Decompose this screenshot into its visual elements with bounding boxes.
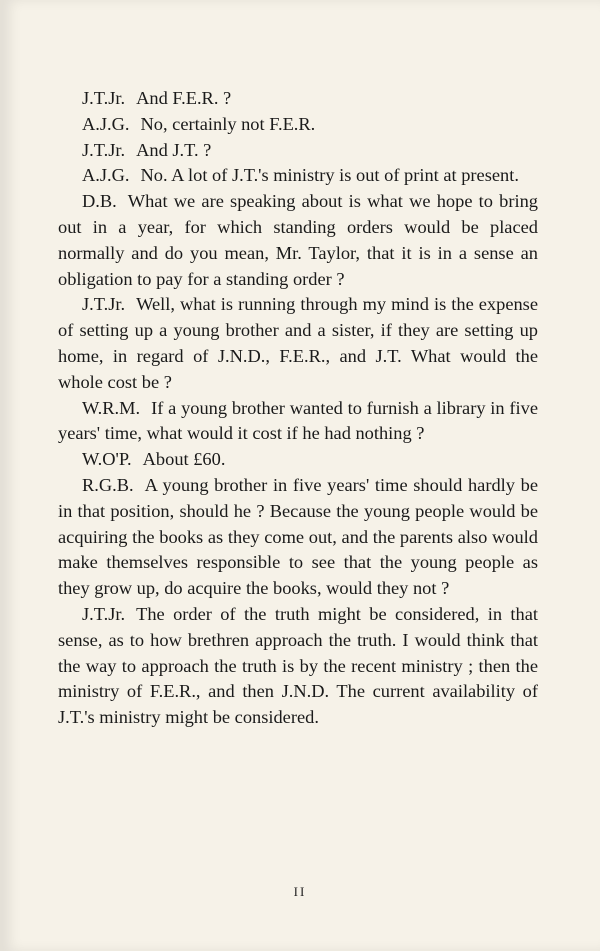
dialogue-paragraph [58, 473, 538, 602]
speaker-initials: R.G.B. [82, 474, 134, 495]
utterance: No. A lot of J.T.'s ministry is out of print at present. [140, 165, 519, 186]
speaker-initials: J.T.Jr. [82, 603, 126, 624]
speaker-initials: W.O'P. [82, 449, 132, 470]
utterance: And J.T. ? [136, 139, 212, 160]
speaker-initials: W.R.M. [82, 397, 141, 418]
dialogue-paragraph [58, 292, 538, 395]
speaker-initials: J.T.Jr. [82, 139, 126, 160]
utterance: And F.E.R. ? [136, 88, 232, 108]
utterance: A young brother in five years' time should hardly be in that position, should he ? Because the young people would be acquiring the books as they come out, and the parents also would make themselves responsible to see that the young people as they grow up, do acquire the books, would they not ? [58, 474, 538, 599]
dialogue-paragraph [58, 602, 538, 731]
utterance: What we are speaking about is what we hope to bring out in a year, for which standing orders would be placed normally and do you mean, Mr. Taylor, that it is in a sense an obligation to pay for a standing order ? [58, 191, 538, 289]
utterance: Well, what is running through my mind is the expense of setting up a young brother and a sister, if they are setting up home, in regard of J.N.D., F.E.R., and J.T. What would the whole cost be ? [58, 294, 538, 392]
utterance: The order of the truth might be considered, in that sense, as to how brethren approach the truth. I would think that the way to approach the truth is by the recent ministry ; then the ministry of F.E.R., and then J.N.D. The current availability of J.T.'s ministry might be considered. [58, 603, 538, 728]
dialogue-paragraph [58, 112, 538, 138]
speaker-initials: A.J.G. [82, 113, 130, 134]
speaker-initials: J.T.Jr. [82, 88, 126, 108]
speaker-initials: A.J.G. [82, 165, 130, 186]
dialogue-paragraph [58, 189, 538, 292]
dialogue-text [58, 86, 538, 731]
utterance: If a young brother wanted to furnish a library in five years' time, what would it cost if he had nothing ? [58, 397, 538, 444]
dialogue-paragraph [58, 86, 538, 112]
dialogue-paragraph [58, 163, 538, 189]
speaker-initials: D.B. [82, 191, 117, 212]
utterance: About £60. [142, 449, 226, 470]
dialogue-paragraph [58, 138, 538, 164]
speaker-initials: J.T.Jr. [82, 294, 126, 315]
page-number: II [293, 884, 307, 899]
dialogue-paragraph [58, 396, 538, 448]
dialogue-paragraph [58, 447, 538, 473]
utterance: No, certainly not F.E.R. [140, 113, 316, 134]
